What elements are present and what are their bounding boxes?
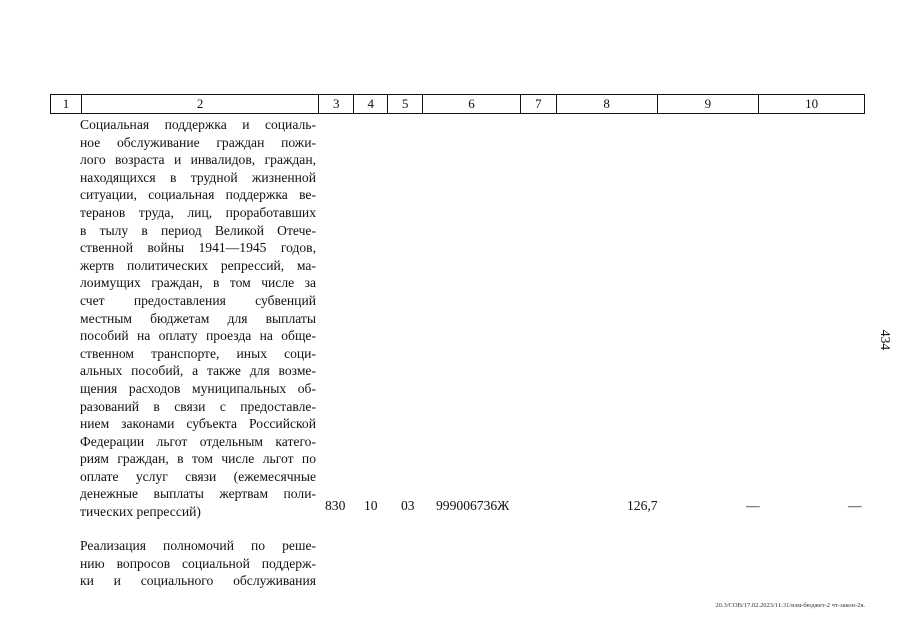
row1-line: денежные выплаты жертвам поли- xyxy=(80,486,316,502)
row1-line: оплате услуг связи (ежемесячные xyxy=(80,468,316,484)
row1-line: ственной войны 1941—1945 годов, xyxy=(80,240,316,256)
row1-line: жертв политических репрессий, ма- xyxy=(80,257,316,273)
row1-col3-value: 830 xyxy=(325,498,346,513)
table-header-row xyxy=(50,94,865,114)
row1-line: щения расходов муниципальных об- xyxy=(80,380,316,396)
row2-description xyxy=(80,537,316,590)
row1-line: теранов труда, лиц, проработавших xyxy=(80,204,316,220)
row1-line: находящихся в трудной жизненной xyxy=(80,169,316,185)
row2-line: ки и социального обслуживания xyxy=(80,573,316,589)
header-col-7: 7 xyxy=(520,95,556,113)
header-col-3: 3 xyxy=(318,95,353,113)
row1-line: пособий на оплату проезда на обще- xyxy=(80,328,316,344)
row1-col9-value: — xyxy=(746,498,760,513)
row1-line: нием законами субъекта Российской xyxy=(80,416,316,432)
row1-line: Федерации льгот отдельным катего- xyxy=(80,433,316,449)
row1-line: местным бюджетам для выплаты xyxy=(80,310,316,326)
row2-line: нию вопросов социальной поддерж- xyxy=(80,555,316,571)
row1-line: ственном транспорте, иных соци- xyxy=(80,345,316,361)
row1-line: Социальная поддержка и социаль- xyxy=(80,117,316,132)
header-col-5: 5 xyxy=(387,95,422,113)
page-number: 434 xyxy=(878,329,893,351)
row1-line: лого возраста и инвалидов, граждан, xyxy=(80,152,316,168)
row1-description xyxy=(80,116,316,521)
header-col-8: 8 xyxy=(556,95,657,113)
row1-line: лоимущих граждан, в том числе за xyxy=(80,275,316,291)
header-col-10: 10 xyxy=(758,95,864,113)
row1-line: тических репрессий) xyxy=(80,504,201,520)
row1-line: счет предоставления субвенций xyxy=(80,292,316,308)
header-col-1: 1 xyxy=(62,96,70,111)
row1-col8-value: 126,7 xyxy=(627,498,658,513)
row1-col6-value: 999006736Ж xyxy=(436,498,510,513)
row1-col4-value: 10 xyxy=(364,498,378,513)
header-col-9: 9 xyxy=(657,95,759,113)
row1-col10-value: — xyxy=(848,498,862,513)
row1-line: в тылу в период Великой Отече- xyxy=(80,222,316,238)
row2-line: Реализация полномочий по реше- xyxy=(80,538,316,553)
header-col-6: 6 xyxy=(422,95,520,113)
row1-line: разований в связи с предоставле- xyxy=(80,398,316,414)
row1-line: ное обслуживание граждан пожи- xyxy=(80,134,316,150)
header-col-2: 2 xyxy=(81,95,318,113)
row1-line: риям граждан, в том числе льгот по xyxy=(80,451,316,467)
row1-col5-value: 03 xyxy=(401,498,415,513)
row1-line: ситуации, социальная поддержка ве- xyxy=(80,187,316,203)
header-col-4: 4 xyxy=(353,95,387,113)
row1-line: альных пособий, а также для возме- xyxy=(80,363,316,379)
footer-stamp: 20.3/СОВ/17.02.2023/11:31/изм-бюджет-2 чт-закон-2я. xyxy=(715,602,865,609)
